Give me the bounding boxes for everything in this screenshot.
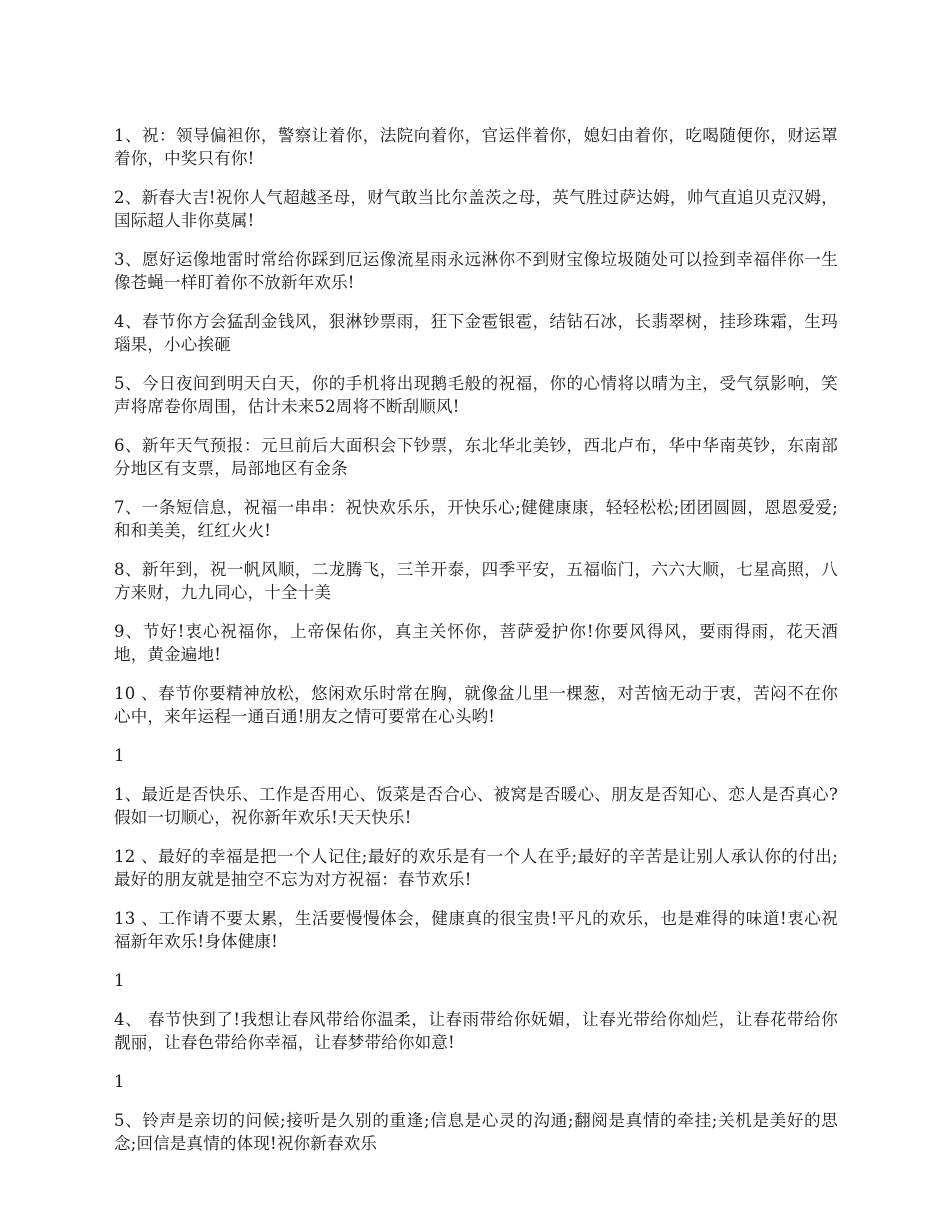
paragraph-4: 4、春节你方会猛刮金钱风，狠淋钞票雨，狂下金雹银雹，结钻石冰，长翡翠树，挂珍珠霜，生玛瑙果，小心挨砸 [114,312,838,354]
paragraph-5: 5、今日夜间到明天白天，你的手机将出现鹅毛般的祝福，你的心情将以晴为主，受气氛影响，笑声将席卷你周围，估计未来52周将不断刮顺风! [114,374,838,416]
paragraph-2: 2、新春大吉!祝你人气超越圣母，财气敢当比尔盖茨之母，英气胜过萨达姆，帅气直追贝克汉姆，国际超人非你莫属! [114,188,838,230]
paragraph-7: 7、一条短信息，祝福一串串：祝快欢乐乐，开快乐心;健健康康，轻轻松松;团团圆圆，恩恩爱爱;和和美美，红红火火! [114,498,838,540]
paragraph-3: 3、愿好运像地雷时常给你踩到厄运像流星雨永远淋你不到财宝像垃圾随处可以捡到幸福伴你一生像苍蝇一样盯着你不放新年欢乐! [114,250,838,292]
stray-number-line: 1 [114,746,125,765]
paragraph-6: 6、新年天气预报：元旦前后大面积会下钞票，东北华北美钞，西北卢布，华中华南英钞，东南部分地区有支票，局部地区有金条 [114,436,838,478]
paragraph-8: 8、新年到，祝一帆风顺，二龙腾飞，三羊开泰，四季平安，五福临门，六六大顺，七星高照，八方来财，九九同心，十全十美 [114,560,838,602]
paragraph-14: 4、 春节快到了!我想让春风带给你温柔，让春雨带给你妩媚，让春光带给你灿烂，让春花带给你靓丽，让春色带给你幸福，让春梦带给你如意! [114,1010,838,1052]
stray-number-line: 1 [114,971,125,990]
paragraph-11: 1、最近是否快乐、工作是否用心、饭菜是否合心、被窝是否暖心、朋友是否知心、恋人是否真心?假如一切顺心，祝你新年欢乐!天天快乐! [114,785,838,827]
paragraph-13: 13 、工作请不要太累，生活要慢慢体会，健康真的很宝贵!平凡的欢乐，也是难得的味道!衷心祝福新年欢乐!身体健康! [114,909,838,951]
stray-number-line: 1 [114,1072,125,1091]
paragraph-10: 10 、春节你要精神放松，悠闲欢乐时常在胸，就像盆儿里一棵葱，对苦恼无动于衷，苦闷不在你心中，来年运程一通百通!朋友之情可要常在心头哟! [114,684,838,726]
paragraph-15: 5、铃声是亲切的问候;接听是久别的重逢;信息是心灵的沟通;翻阅是真情的牵挂;关机是美好的思念;回信是真情的体现!祝你新春欢乐 [114,1111,838,1153]
paragraph-9: 9、节好!衷心祝福你，上帝保佑你，真主关怀你，菩萨爱护你!你要风得风，要雨得雨，花天酒地，黄金遍地! [114,622,838,664]
document-body [114,124,838,1171]
paragraph-1: 1、祝：领导偏袒你，警察让着你，法院向着你，官运伴着你，媳妇由着你，吃喝随便你，财运罩着你，中奖只有你! [114,126,838,168]
paragraph-12: 12 、最好的幸福是把一个人记住;最好的欢乐是有一个人在乎;最好的辛苦是让别人承认你的付出;最好的朋友就是抽空不忘为对方祝福：春节欢乐! [114,847,838,889]
